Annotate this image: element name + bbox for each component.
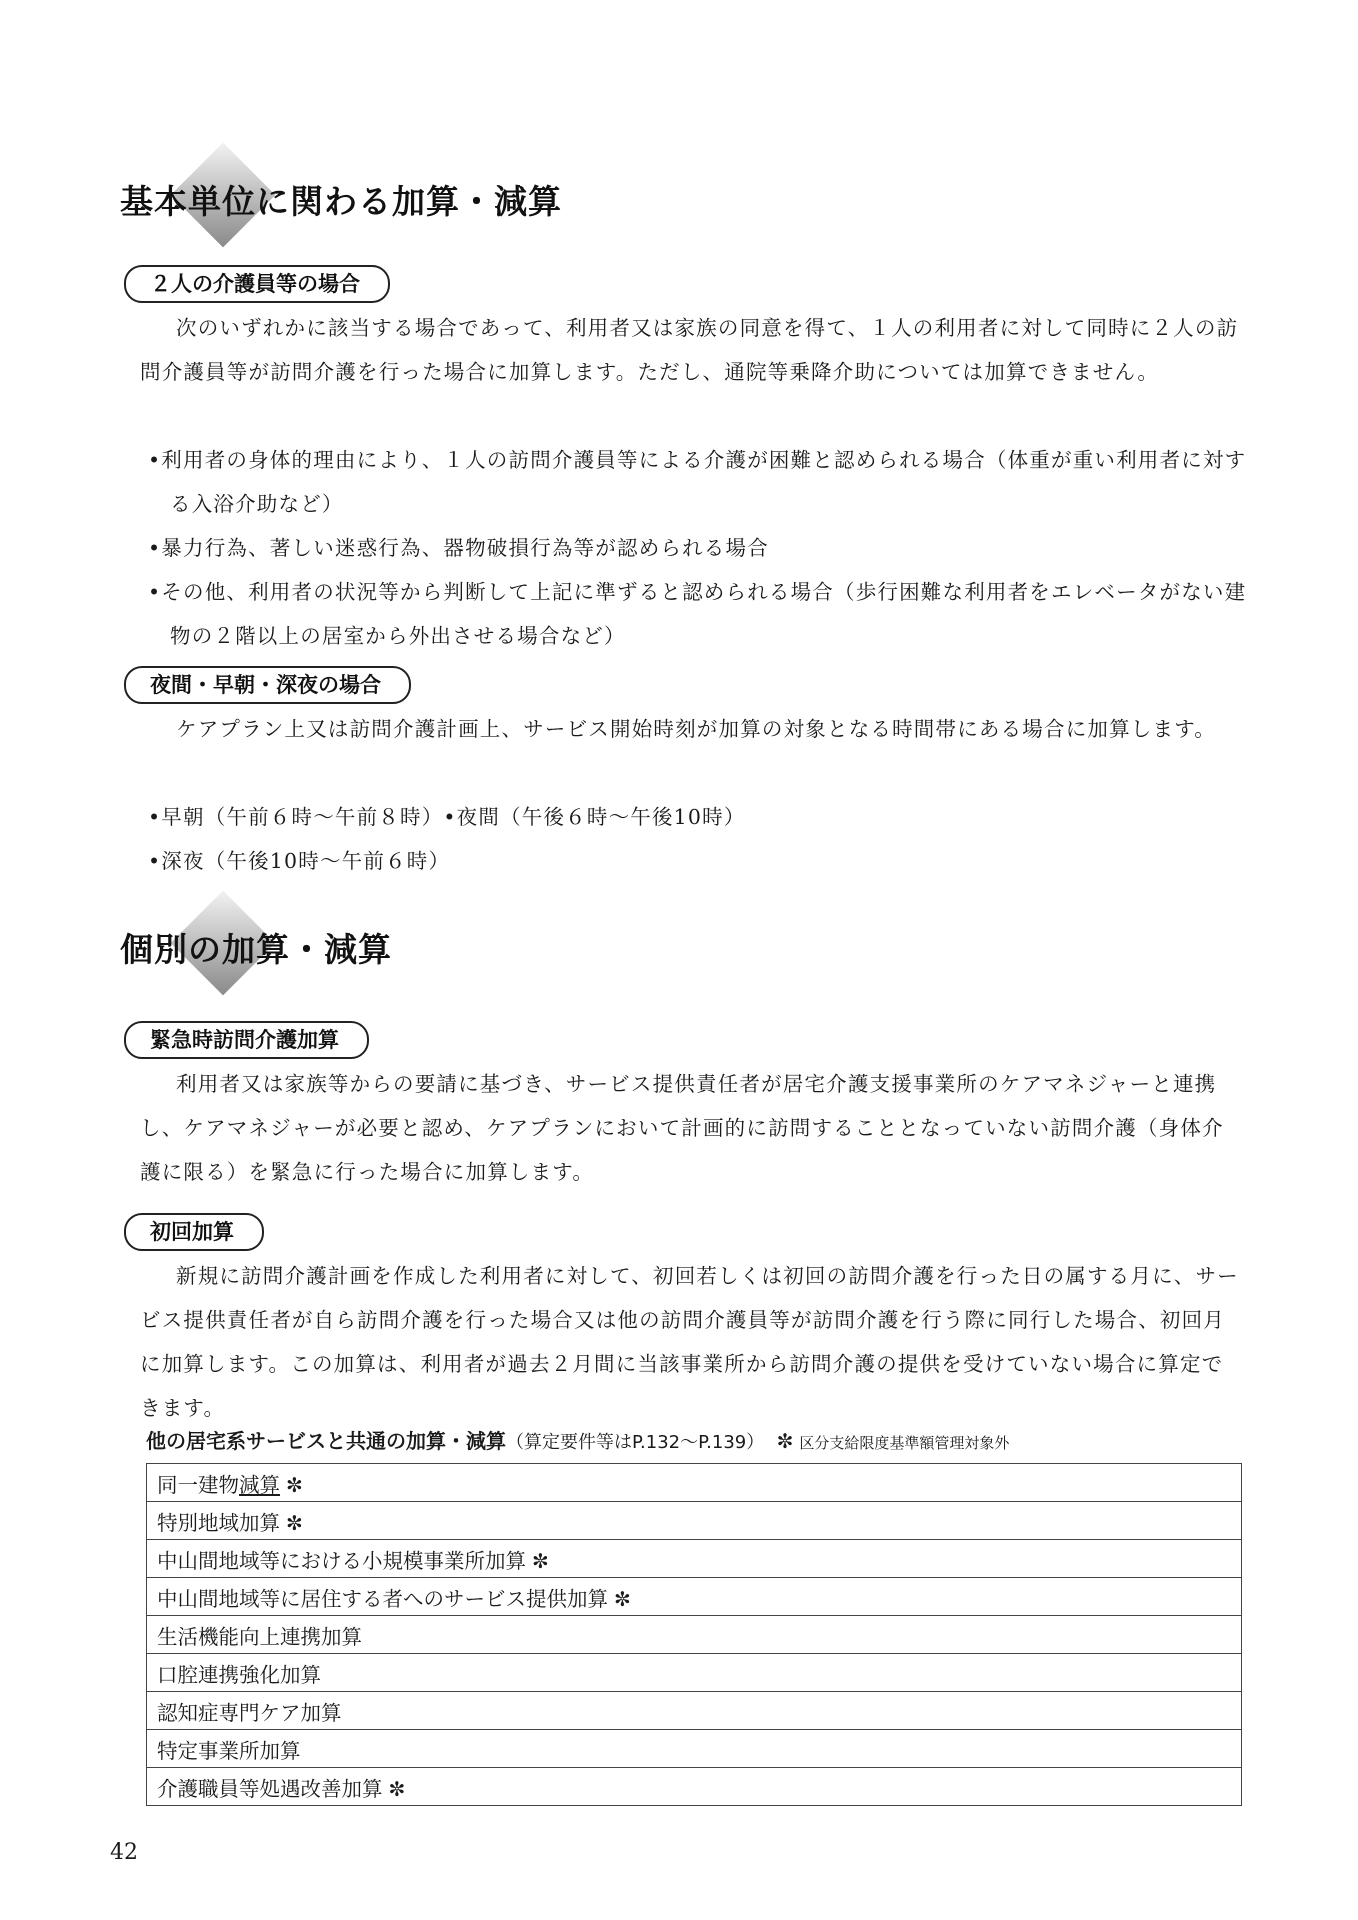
addon-name: 生活機能向上連携加算 — [157, 1624, 362, 1649]
table-row — [147, 1616, 1242, 1654]
addon-name: 中山間地域等に居住する者へのサービス提供加算 — [157, 1586, 608, 1611]
paragraph-two-staff: 次のいずれかに該当する場合であって、利用者又は家族の同意を得て、１人の利用者に対して同時に２人の訪問介護員等が訪問介護を行った場合に加算します。ただし、通院等乗降介助については加算できません。 — [140, 316, 1239, 384]
section-heading-basic — [120, 150, 1240, 260]
table-row — [147, 1730, 1242, 1768]
table-caption — [146, 1425, 1246, 1454]
bullet-item: •その他、利用者の状況等から判断して上記に準ずると認められる場合（歩行困難な利用者をエレベータがない建物の２階以上の居室から外出させる場合など） — [148, 580, 1247, 648]
subheading-emergency: 緊急時訪問介護加算 — [124, 1021, 369, 1059]
table-row — [147, 1654, 1242, 1692]
table-cell — [147, 1768, 1242, 1806]
asterisk-icon: ✼ — [532, 1548, 549, 1573]
table-row — [147, 1692, 1242, 1730]
asterisk-icon: ✼ — [776, 1429, 794, 1453]
addon-name-underlined: 減算 — [239, 1472, 280, 1497]
table-caption-note: （算定要件等はP.132～P.139） — [506, 1432, 765, 1453]
addon-name: 中山間地域等における小規模事業所加算 — [157, 1548, 526, 1573]
addons-table — [146, 1463, 1242, 1806]
table-row — [147, 1540, 1242, 1578]
table-cell — [147, 1616, 1242, 1654]
bullet-item: •利用者の身体的理由により、１人の訪問介護員等による介護が困難と認められる場合（体重が重い利用者に対する入浴介助など） — [148, 448, 1247, 516]
addon-name: 口腔連携強化加算 — [157, 1662, 321, 1687]
paragraph-emergency: 利用者又は家族等からの要請に基づき、サービス提供責任者が居宅介護支援事業所のケアマネジャーと連携し、ケアマネジャーが必要と認め、ケアプランにおいて計画的に訪問することとなっていない訪問介護（身体介護に限る）を緊急に行った場合に加算します。 — [140, 1072, 1224, 1184]
asterisk-icon: ✼ — [388, 1776, 406, 1801]
addon-name: 特別地域加算 — [157, 1510, 280, 1535]
bullet-item: •深夜（午後10時～午前６時） — [148, 849, 451, 873]
table-cell — [147, 1654, 1242, 1692]
asterisk-icon: ✼ — [614, 1586, 631, 1611]
section-heading-individual — [120, 898, 1240, 1008]
asterisk-icon: ✼ — [286, 1510, 303, 1535]
addon-name: 同一建物 — [157, 1472, 239, 1497]
paragraph-initial: 新規に訪問介護計画を作成した利用者に対して、初回若しくは初回の訪問介護を行った日の属する月に、サービス提供責任者が自ら訪問介護を行った場合又は他の訪問介護員等が訪問介護を行う際に同行した場合、初回月に加算します。この加算は、利用者が過去２月間に当該事業所から訪問介護の提供を受けていない場合に算定できます。 — [140, 1264, 1239, 1420]
table-row — [147, 1768, 1242, 1806]
bullet-item: •暴力行為、著しい迷惑行為、器物破損行為等が認められる場合 — [148, 536, 769, 560]
paragraph-night: ケアプラン上又は訪問介護計画上、サービス開始時刻が加算の対象となる時間帯にある場合に加算します。 — [176, 717, 1216, 741]
table-row — [147, 1464, 1242, 1502]
addon-name: 認知症専門ケア加算 — [157, 1700, 342, 1725]
subheading-two-staff: ２人の介護員等の場合 — [124, 265, 390, 303]
table-cell — [147, 1578, 1242, 1616]
page-number: 42 — [110, 1840, 138, 1865]
subheading-night: 夜間・早朝・深夜の場合 — [124, 666, 411, 704]
bullet-item: •早朝（午前６時～午前８時）•夜間（午後６時～午後10時） — [148, 805, 746, 829]
table-row — [147, 1578, 1242, 1616]
addon-name: 介護職員等処遇改善加算 — [157, 1776, 383, 1801]
table-cell — [147, 1540, 1242, 1578]
subheading-initial: 初回加算 — [124, 1213, 264, 1251]
table-row — [147, 1502, 1242, 1540]
table-caption-title: 他の居宅系サービスと共通の加算・減算 — [146, 1429, 506, 1453]
section-title: 基本単位に関わる加算・減算 — [120, 182, 562, 221]
table-legend-text: 区分支給限度基準額管理対象外 — [799, 1434, 1010, 1452]
addon-name: 特定事業所加算 — [157, 1738, 301, 1763]
table-cell — [147, 1692, 1242, 1730]
asterisk-icon: ✼ — [286, 1472, 303, 1497]
table-cell — [147, 1502, 1242, 1540]
table-cell — [147, 1464, 1242, 1502]
section-title: 個別の加算・減算 — [120, 930, 392, 969]
table-cell — [147, 1730, 1242, 1768]
